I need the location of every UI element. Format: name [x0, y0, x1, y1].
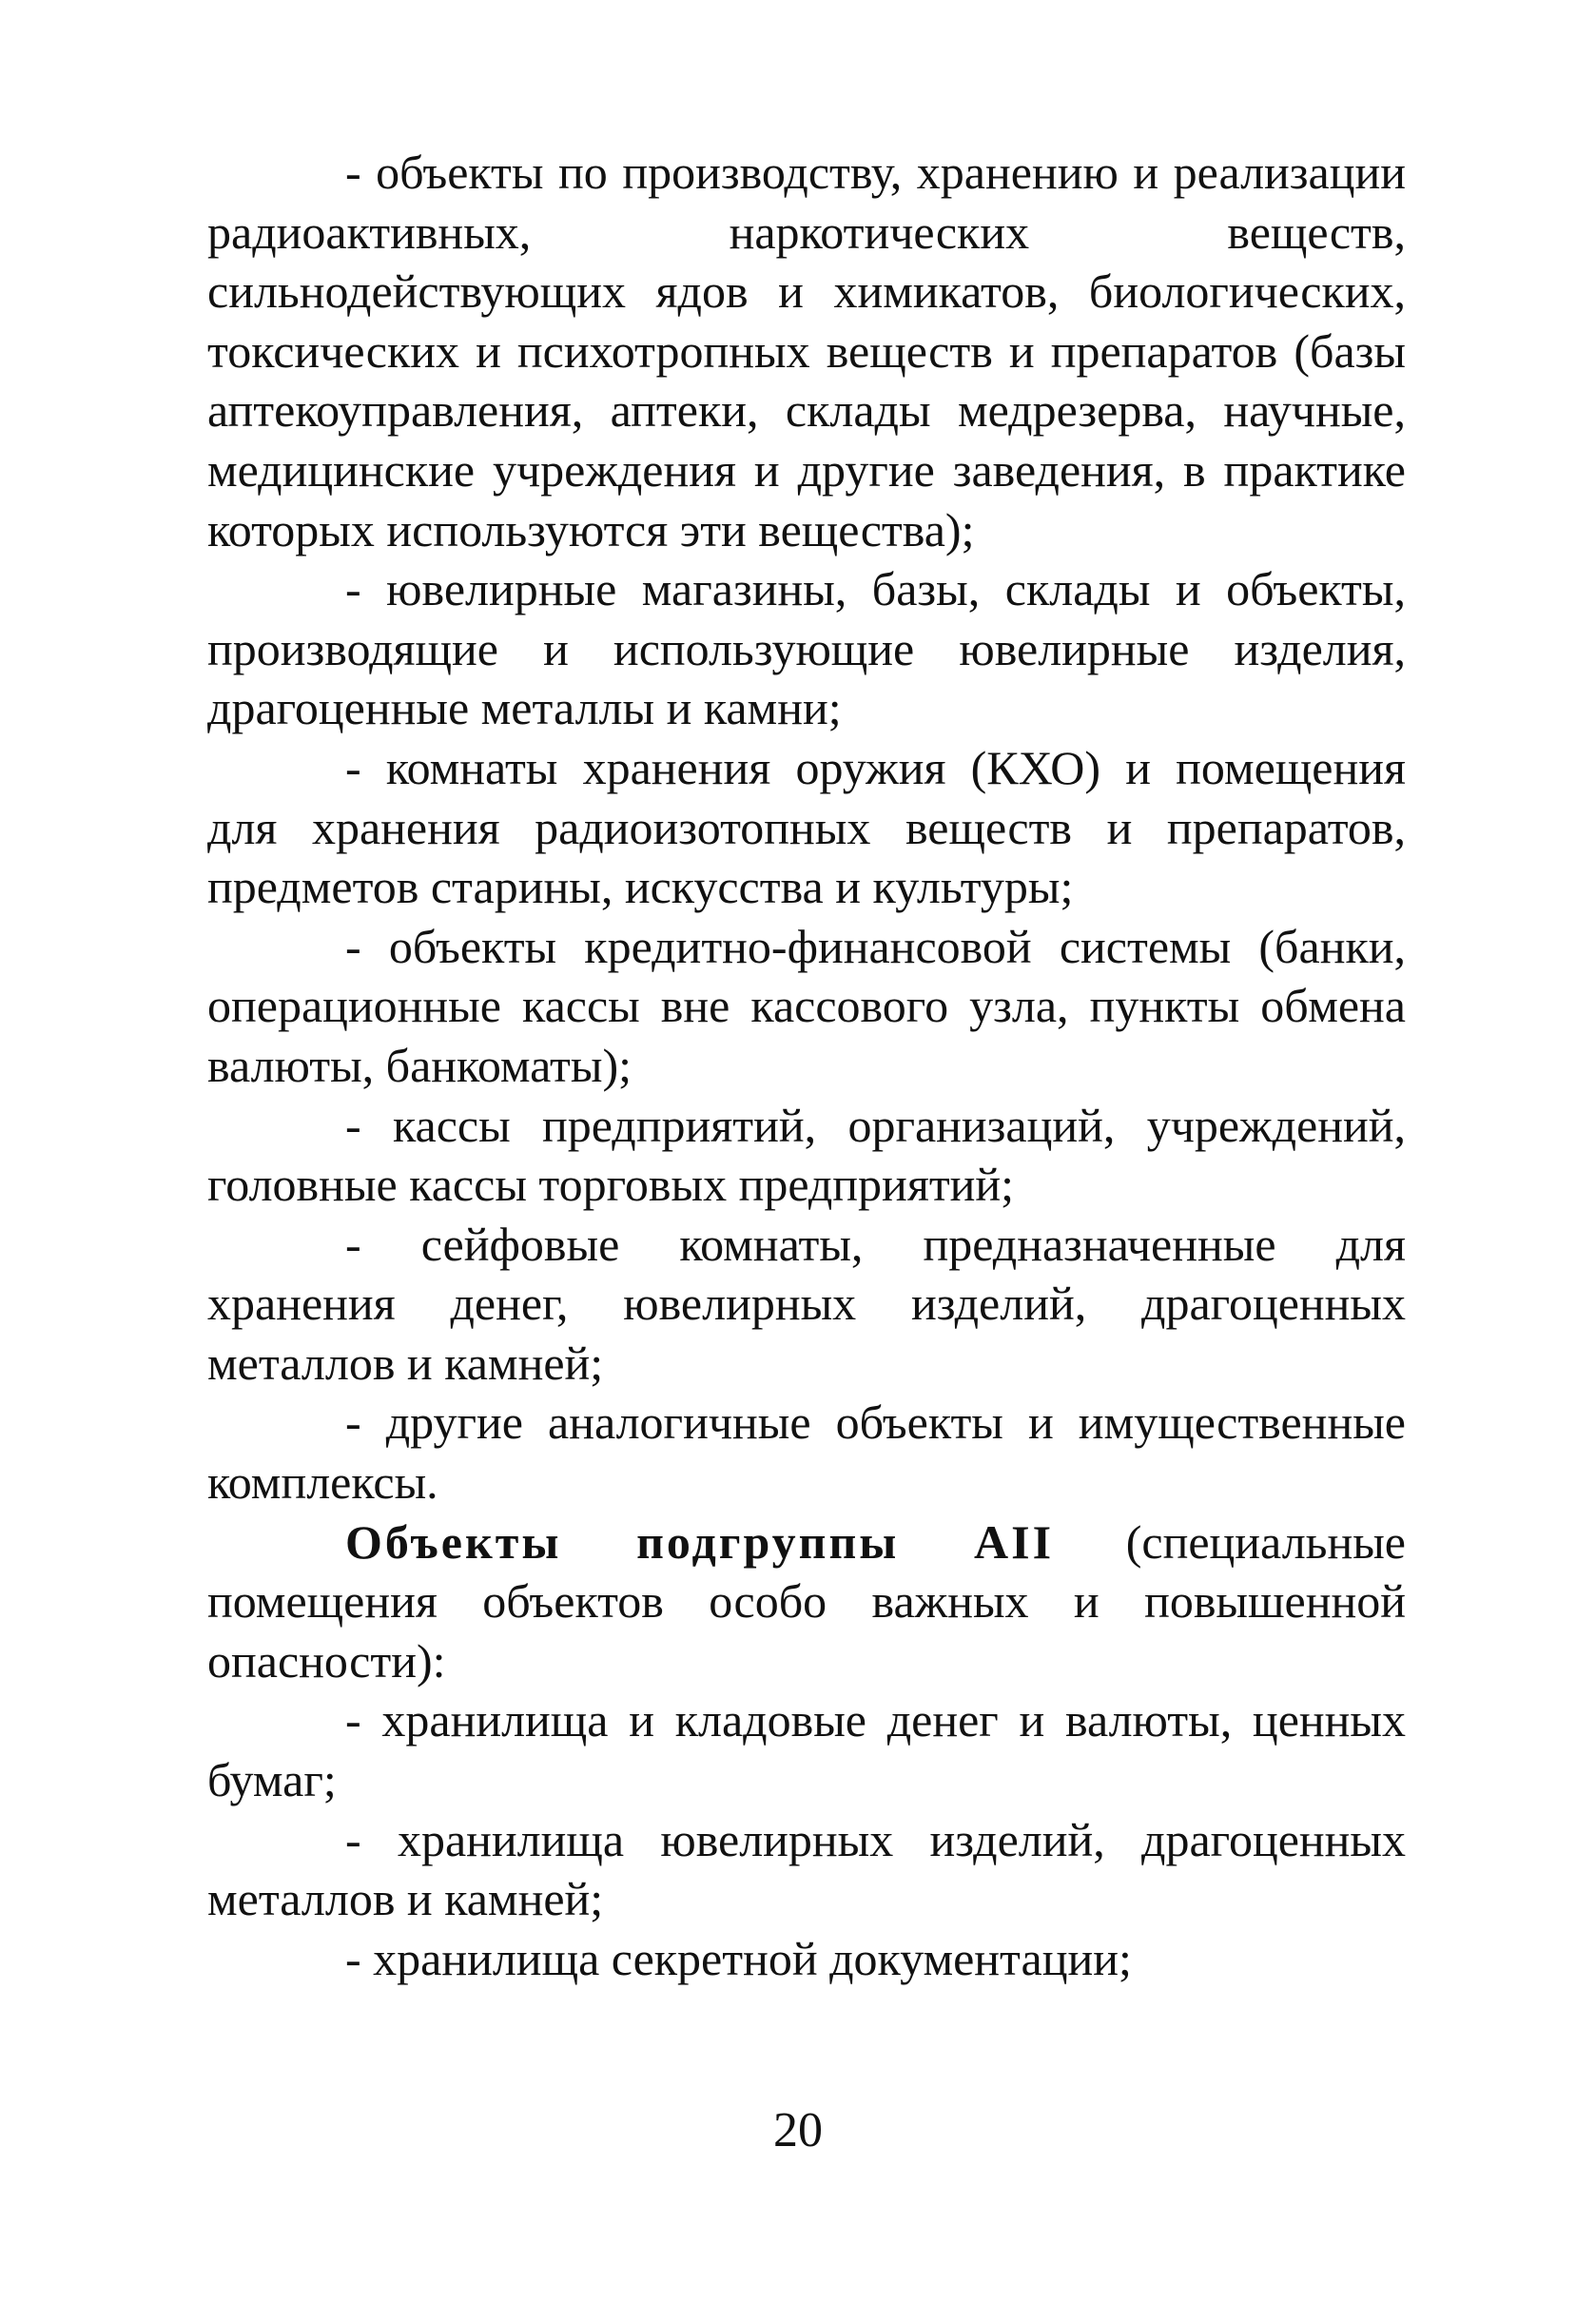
list-item: - объекты кредитно-финансовой системы (банки, операционные кассы вне кассового узла, пункты обмена валюты, банкоматы); [207, 919, 1406, 1092]
list-item: - другие аналогичные объекты и имущественные комплексы. [207, 1395, 1406, 1510]
list-item: - ювелирные магазины, базы, склады и объекты, производящие и использующие ювелирные изделия, драгоценные металлы и камни; [207, 562, 1406, 735]
list-item: - сейфовые комнаты, предназначенные для хранения денег, ювелирных изделий, драгоценных металлов и камней; [207, 1217, 1406, 1390]
page-body [207, 143, 1406, 1988]
subgroup-heading-bold: Объекты подгруппы АII [345, 1514, 1055, 1569]
list-item: - объекты по производству, хранению и реализации радиоактивных, наркотических веществ, сильнодействующих ядов и химикатов, биологических, токсических и психотропных веществ и препаратов (базы аптекоуправления, аптеки, склады медрезерва, научные, медицинские учреждения и другие заведения, в практике которых используются эти вещества); [207, 146, 1406, 556]
subgroup-heading-paragraph [207, 1513, 1406, 1691]
page-number: 20 [773, 2103, 823, 2157]
list-item: - кассы предприятий, организаций, учреждений, головные кассы торговых предприятий; [207, 1098, 1406, 1212]
list-item: - комнаты хранения оружия (КХО) и помещения для хранения радиоизотопных веществ и препаратов, предметов старины, искусства и культуры; [207, 740, 1406, 914]
subgroup-heading-rest: (специальные помещения объектов особо важных и повышенной опасности): [207, 1514, 1406, 1688]
list-item: - хранилища и кладовые денег и валюты, ценных бумаг; [207, 1693, 1406, 1807]
list-item: - хранилища ювелирных изделий, драгоценных металлов и камней; [207, 1812, 1406, 1926]
list-item: - хранилища секретной документации; [345, 1931, 1132, 1985]
